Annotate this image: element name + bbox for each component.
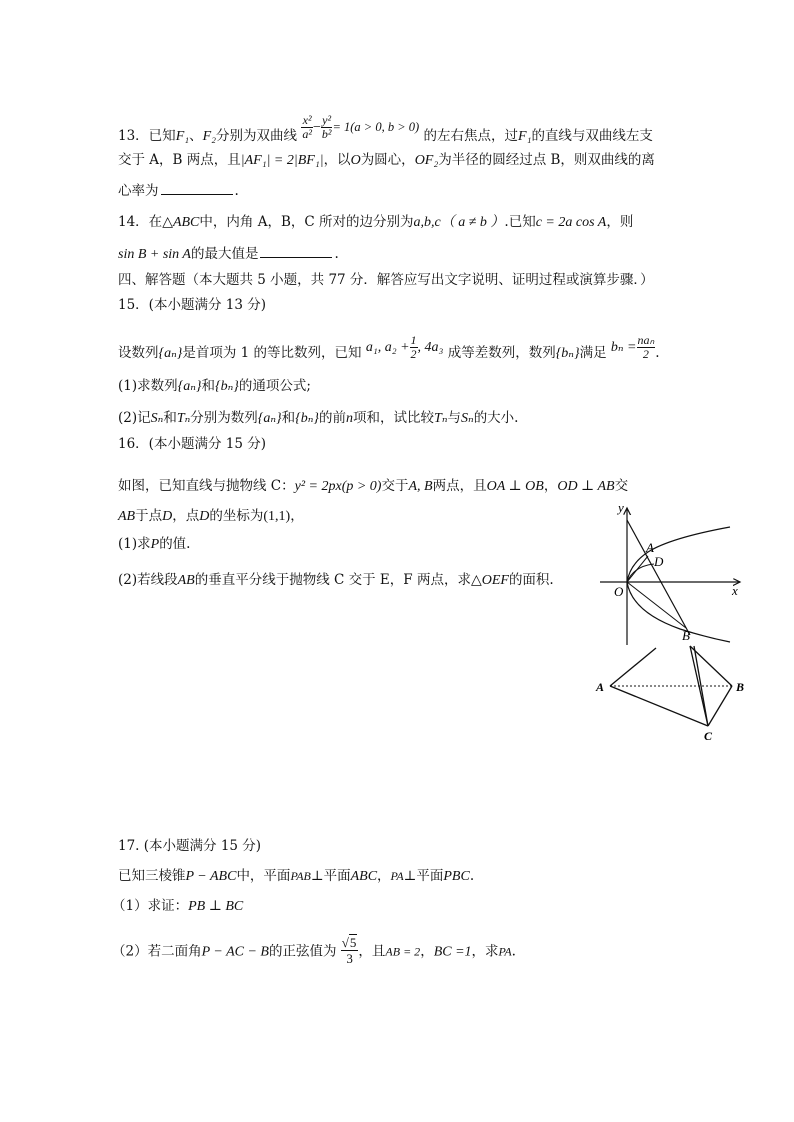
q17-line1: [118, 866, 474, 887]
q15-bn-eq: bₙ =: [610, 340, 637, 355]
q15-seq-a: a₁, a₂ +: [365, 340, 410, 355]
q15-p2-an: {aₙ}: [257, 411, 282, 426]
q16-p2b: 的垂直平分线于抛物线 C 交于 E，F 两点，求: [194, 572, 471, 588]
q13-answer-blank: [161, 180, 233, 195]
q14-l1d: ，则: [606, 214, 634, 230]
q16-l2c: 的坐标为: [209, 508, 264, 524]
q13-line1: [118, 113, 653, 147]
line-ab: [627, 520, 690, 635]
q15-l1c: 成等差数列，数列: [447, 345, 556, 361]
q15-sn2: Sₙ: [461, 411, 474, 426]
q16-l1a: 如图，已知直线与抛物线 C：: [118, 478, 295, 494]
edge-ac: [610, 686, 708, 726]
q13-text-mid: 分别为双曲线: [216, 128, 298, 144]
q16-header: 16．(本小题满分 15 分): [118, 436, 266, 452]
q16-d: D: [162, 509, 173, 524]
q16-perp2: OD ⊥ AB: [557, 479, 615, 494]
q14-l1c: .已知: [504, 214, 536, 230]
q16-p: P: [150, 537, 160, 552]
q14-l2-end: .: [334, 246, 339, 262]
q15-p2-bn: {bₙ}: [295, 411, 320, 426]
q16-p2a: (2)若线段: [118, 572, 178, 588]
q15-p2a: (2)记: [118, 410, 151, 426]
q17-sqrt-radicand: 5: [349, 935, 357, 950]
q17-abc: ABC: [350, 869, 378, 884]
edge-ap: [610, 648, 656, 686]
q17-pab: PAB: [290, 869, 311, 883]
q14-line1: [118, 212, 633, 233]
q15-line1: [118, 333, 660, 367]
q15-n: n: [346, 411, 354, 426]
q13-o: O: [350, 153, 361, 168]
q17-sqrt-frac: [341, 934, 359, 966]
q16-p1b: 的值.: [159, 536, 191, 552]
q13-frac-x: [301, 114, 313, 141]
q13-frac-y-num: y²: [322, 113, 332, 127]
q16-parabola-eq: y² = 2px(p > 0): [294, 479, 382, 494]
q15-sn: Sₙ: [150, 411, 164, 426]
q15-tn: Tₙ: [176, 411, 191, 426]
q17-p2-pa: PA: [498, 944, 512, 959]
parabola-figure: [590, 500, 750, 650]
q17-p1: （1）求证：: [112, 898, 189, 914]
q16-p1a: (1)求: [118, 536, 151, 552]
q15-half-num: 1: [410, 333, 417, 347]
q17-dihedral: P − AC − B: [201, 944, 269, 960]
q13-text-end: 的直线与双曲线左支: [531, 128, 653, 144]
q15-p1b: 的通项公式;: [238, 378, 311, 394]
q17-l1b: 中，平面: [236, 868, 291, 884]
q13-line2: [118, 150, 655, 171]
q14-answer-blank: [260, 243, 332, 258]
q16-line1: [118, 476, 628, 497]
q17-p2-end: .: [511, 943, 516, 960]
q16-line2: [118, 506, 304, 527]
q13-sep: 、: [189, 128, 203, 144]
q17-p2b: 的正弦值为: [268, 943, 337, 960]
q16-l1b: 交于: [381, 478, 409, 494]
q14-expr: sin B + sin A: [118, 247, 191, 262]
q13-frac-y-den: b²: [321, 127, 332, 141]
q17-p2d: ，: [420, 943, 434, 960]
q15-seq-b: , 4a₃: [417, 340, 444, 355]
fig-label-pc: C: [704, 729, 713, 743]
segment-od: [627, 564, 654, 582]
q17-p2a: （2）若二面角: [112, 943, 202, 960]
q16-ab-points: A, B: [408, 479, 433, 494]
q15-bn-den: 2: [642, 347, 649, 361]
fig-label-x: x: [732, 583, 738, 598]
q16-part2: [118, 570, 554, 591]
q14-eq: c = 2a cos A: [535, 215, 607, 230]
q16-perp1: OA ⊥ OB: [486, 479, 544, 494]
q13-eq-tail: = 1(a > 0, b > 0): [332, 120, 420, 134]
q15-l1b: 是首项为 1 的等比数列，已知: [182, 345, 362, 361]
q16-d2: D: [199, 509, 210, 524]
q14-line2: [118, 243, 339, 265]
q14-l1a: 14．在: [118, 214, 163, 230]
q17-pabc: P − ABC: [185, 869, 237, 884]
q16-l2-ab: AB: [118, 509, 136, 524]
q15-p1-an: {aₙ}: [177, 379, 202, 394]
q17-pbc: PBC: [443, 869, 470, 884]
q13-f1: F₁: [175, 129, 190, 144]
q16-coord: (1,1): [263, 509, 291, 524]
q13-frac-x-num: x²: [302, 113, 312, 127]
q15-part2: [118, 408, 518, 429]
q15-p1-bn: {bₙ}: [215, 379, 239, 394]
parabola-curve: [627, 527, 730, 642]
q16-l2b: ，点: [172, 508, 200, 524]
q17-pa: PA: [390, 869, 404, 883]
q15-l1a: 设数列: [118, 345, 159, 361]
q17-ab2: AB = 2: [385, 944, 421, 959]
q15-part1: [118, 376, 311, 397]
q17-p2c: ，且: [358, 943, 386, 960]
q13-intro: 13．已知: [118, 128, 176, 144]
section-4-heading: 四、解答题（本大题共 5 小题，共 77 分．解答应写出文字说明、证明过程或演算步骤．）: [118, 272, 654, 288]
pyramid-figure: [590, 640, 760, 745]
fig-label-pa: A: [596, 680, 605, 694]
fig-label-a: A: [646, 540, 654, 555]
q13-l2c: 为圆心，: [360, 152, 415, 168]
q15-half-den: 2: [410, 347, 417, 361]
q15-p2d: 项和，试比较: [353, 410, 435, 426]
q17-l1c: ⊥平面: [310, 868, 351, 884]
fig-label-pb: B: [736, 680, 745, 694]
q16-l1d: ，: [543, 478, 558, 494]
fig-label-y: y: [618, 500, 624, 515]
q15-p1a: (1)求数列: [118, 378, 178, 394]
q13-f1b: F₁: [518, 129, 532, 144]
q17-l1-end: .: [469, 868, 475, 884]
q17-bc1: BC =1: [433, 944, 472, 960]
q13-frac-y: [321, 114, 333, 141]
q15-bn: {bₙ}: [555, 346, 580, 361]
q13-l2b: ，以: [323, 152, 351, 168]
q17-header: 17. (本小题满分 15 分): [118, 838, 262, 854]
q17-p2e: ，求: [471, 943, 499, 960]
q14-cond: （ a ≠ b ）: [440, 215, 505, 230]
q15-p2b: 分别为数列: [190, 410, 258, 426]
q15-p2-end: 的大小.: [473, 410, 519, 426]
q15-p1-and: 和: [201, 378, 215, 394]
q16-p2c: 的面积.: [508, 572, 554, 588]
q17-part2: [112, 936, 516, 968]
edge-bc: [708, 686, 732, 726]
q15-l1d: 满足: [579, 345, 607, 361]
q17-l1e: ⊥平面: [403, 868, 444, 884]
q13-l3: 心率为: [118, 183, 159, 199]
q17-l1a: 已知三棱锥: [118, 868, 186, 884]
segment-ob: [627, 582, 686, 628]
q16-l2a: 于点: [135, 508, 163, 524]
q15-bn-num: naₙ: [637, 333, 655, 347]
q17-part1: [112, 896, 243, 917]
q13-minus: −: [312, 120, 321, 135]
q17-sqrt-den: 3: [346, 951, 353, 966]
q16-l1e: 交: [614, 478, 629, 494]
q16-p2-ab: AB: [177, 573, 195, 588]
q15-p2-and2: 和: [281, 410, 296, 426]
q14-l1b: 中，内角 A，B，C 所对的边分别为: [199, 214, 414, 230]
q14-l2: 的最大值是: [190, 246, 259, 262]
fig-label-b: B: [682, 628, 690, 643]
q15-half: [410, 334, 418, 361]
q16-l1c: 两点，且: [432, 478, 487, 494]
q13-l2d: 为半径的圆经过点 B，则双曲线的离: [438, 152, 655, 168]
edge-pb: [690, 646, 732, 686]
q15-header: 15．(本小题满分 13 分): [118, 297, 266, 313]
q14-triangle: △ABC: [162, 215, 200, 230]
q16-l2-end: ，: [290, 508, 304, 524]
fig-label-o: O: [614, 584, 624, 599]
q15-p2-and1: 和: [163, 410, 177, 426]
q13-of2: OF₂: [414, 153, 439, 168]
q15-p2e: 与: [447, 410, 461, 426]
fig-label-d: D: [654, 554, 664, 569]
q15-l1-end: .: [655, 345, 660, 361]
q15-bn-frac: [637, 334, 656, 361]
q15-tn2: Tₙ: [434, 411, 448, 426]
q13-line3: [118, 180, 239, 201]
q17-l1d: ，: [377, 868, 391, 884]
q13-text-post: 的左右焦点，过: [423, 128, 519, 144]
q13-abs-eq: |AF₁| = 2|BF₁|: [240, 153, 324, 168]
edge-pc: [694, 646, 708, 726]
q13-l3-end: .: [234, 183, 239, 199]
q17-p1-math: PB ⊥ BC: [188, 899, 244, 914]
q14-abc: a,b,c: [413, 215, 441, 230]
q15-p2c: 的前: [319, 410, 347, 426]
q13-l2a: 交于 A，B 两点，且: [118, 152, 241, 168]
q13-f2: F₂: [202, 129, 217, 144]
q15-an: {aₙ}: [158, 346, 183, 361]
q16-oef: △OEF: [470, 573, 509, 588]
q16-part1: [118, 534, 190, 555]
q13-frac-x-den: a²: [302, 127, 312, 141]
q17-sqrt-num: √5: [341, 935, 357, 950]
